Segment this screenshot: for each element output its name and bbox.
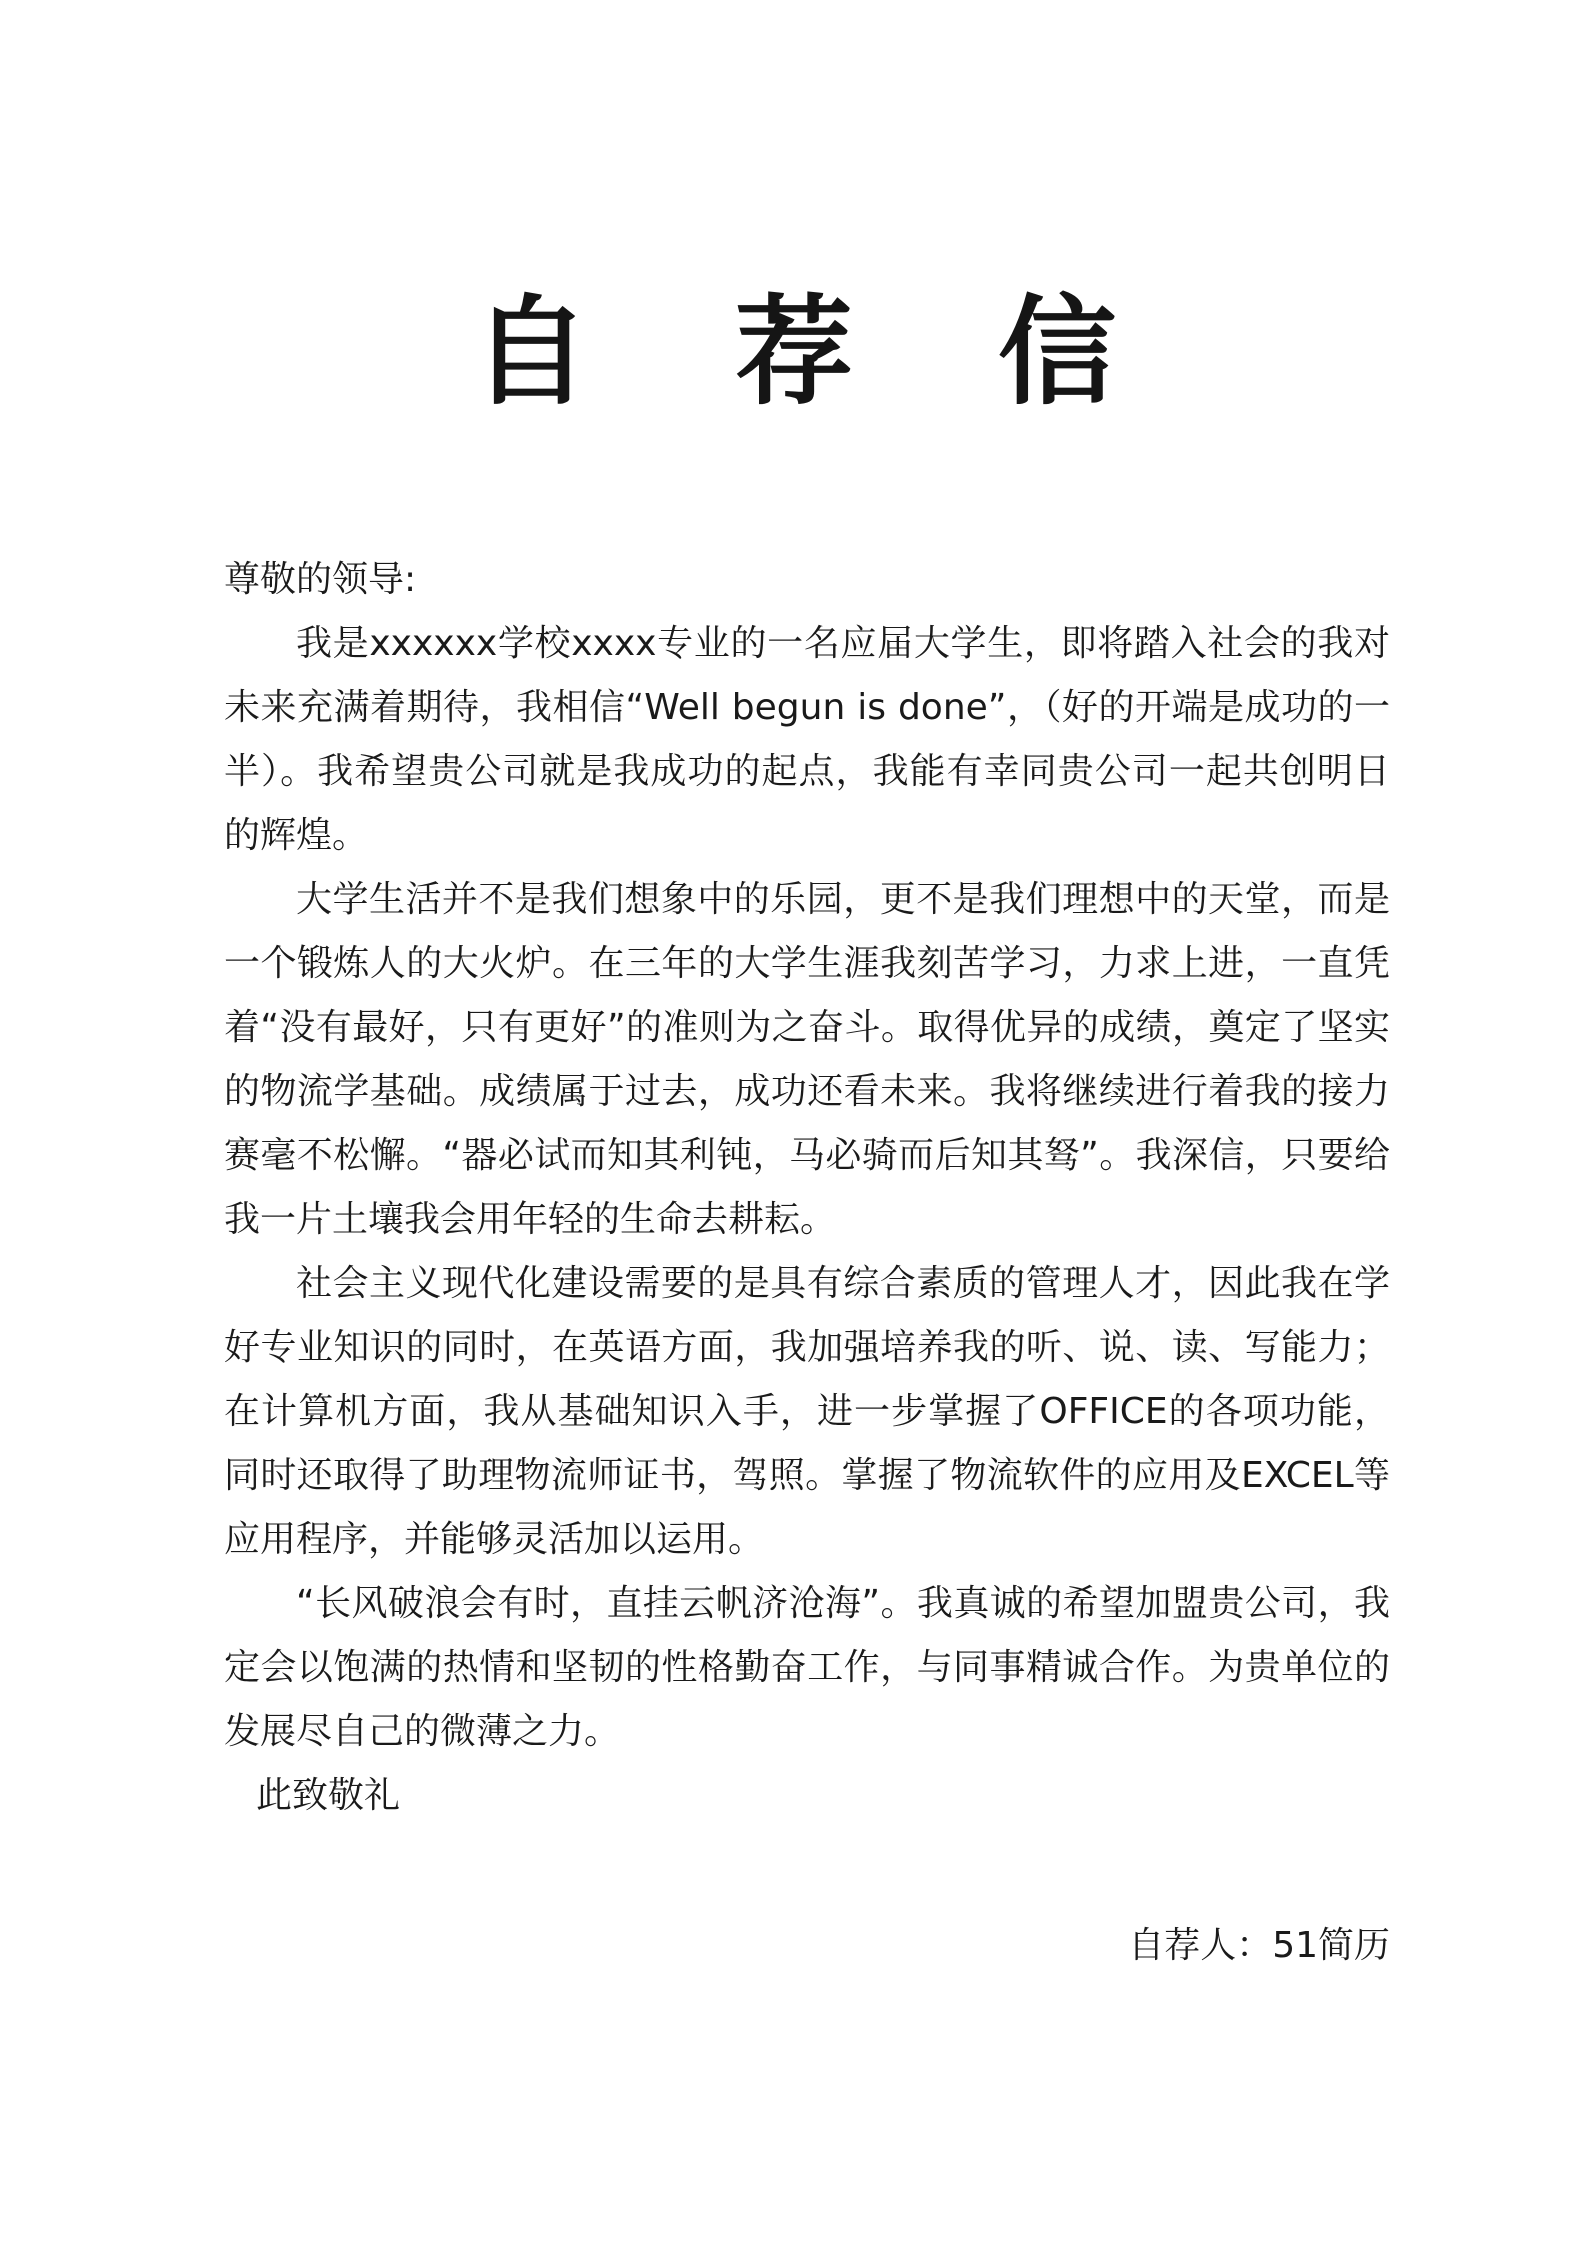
signature: 自荐人：51简历 — [1128, 1925, 1390, 1966]
paragraph-skills: 社会主义现代化建设需要的是具有综合素质的管理人才，因此我在学好专业知识的同时，在英语方面，我加强培养我的听、说、读、写能力；在计算机方面，我从基础知识入手，进一步掌握了OFFICE的各项功能，同时还取得了助理物流师证书，驾照。掌握了物流软件的应用及EXCEL等应用程序，并能够灵活加以运用。 — [224, 1263, 1390, 1560]
salutation: 尊敬的领导: — [224, 559, 417, 600]
closing-phrase: 此致敬礼 — [256, 1775, 401, 1816]
paragraph-intro: 我是xxxxxx学校xxxx专业的一名应届大学生，即将踏入社会的我对未来充满着期待，我相信“Well begun is done”，（好的开端是成功的一半）。我希望贵公司就是我成功的起点，我能有幸同贵公司一起共创明日的辉煌。 — [224, 623, 1390, 856]
letter-body — [224, 548, 1390, 1828]
paragraph-college-life: 大学生活并不是我们想象中的乐园，更不是我们理想中的天堂，而是一个锻炼人的大火炉。在三年的大学生涯我刻苦学习，力求上进，一直凭着“没有最好，只有更好”的准则为之奋斗。取得优异的成绩，奠定了坚实的物流学基础。成绩属于过去，成功还看未来。我将继续进行着我的接力赛毫不松懈。“器必试而知其利钝，马必骑而后知其驽”。我深信，只要给我一片土壤我会用年轻的生命去耕耘。 — [224, 879, 1390, 1240]
paragraph-conclusion: “长风破浪会有时，直挂云帆济沧海”。我真诚的希望加盟贵公司，我定会以饱满的热情和坚韧的性格勤奋工作，与同事精诚合作。为贵单位的发展尽自己的微薄之力。 — [224, 1583, 1390, 1752]
page-title: 自 荐 信 — [471, 283, 1169, 421]
